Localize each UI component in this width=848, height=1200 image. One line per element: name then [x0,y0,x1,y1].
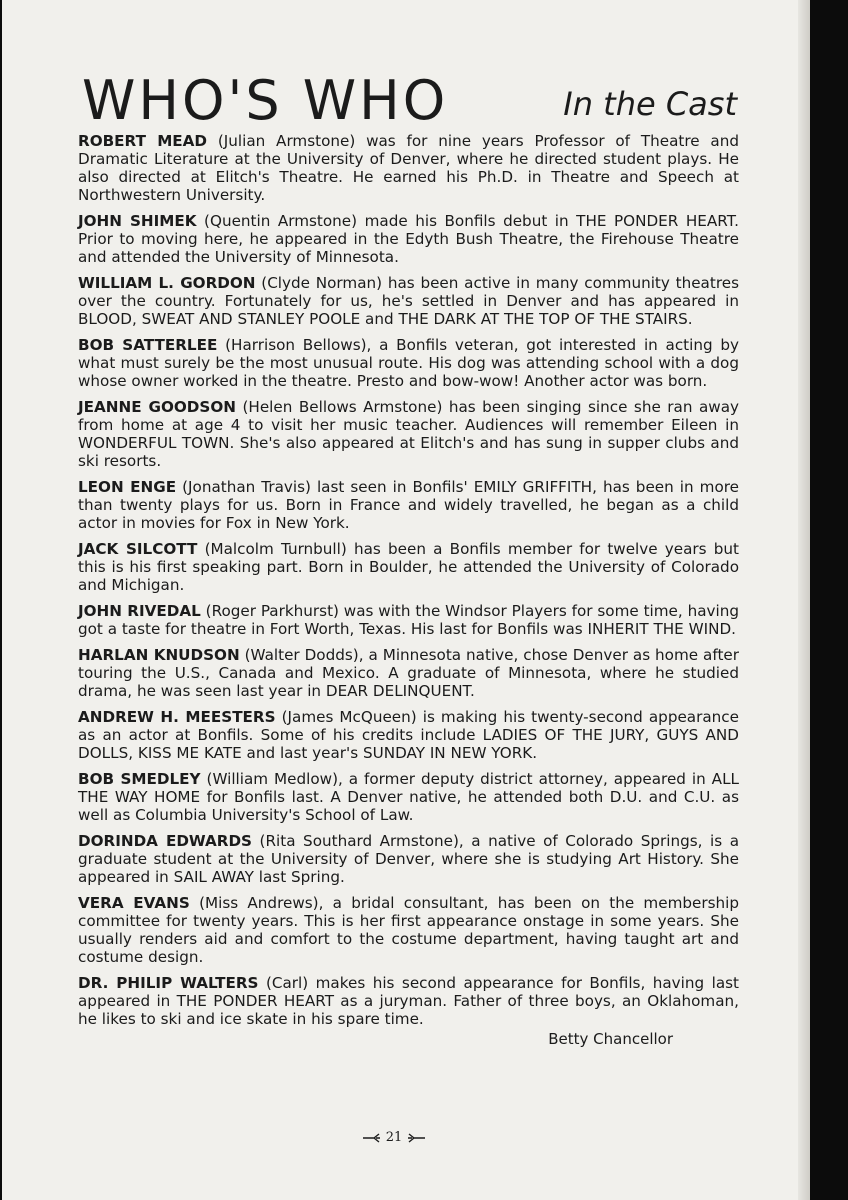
cast-name: HARLAN KNUDSON [78,646,240,664]
cast-name: DORINDA EDWARDS [78,832,252,850]
cast-name: WILLIAM L. GORDON [78,274,256,292]
page-edge-shadow [798,0,810,1200]
cast-bio: (Walter Dodds), a Minnesota native, chose Denver as home after touring the U.S., Canada and Mexico. A graduate of Minnesota, where he studied drama, he was seen last year in DEAR DELINQUENT. [78,646,739,700]
cast-bio: (Rita Southard Armstone), a native of Colorado Springs, is a graduate student at the University of Denver, where she is studying Art History. She appeared in SAIL AWAY last Spring. [78,832,739,886]
cast-name: BOB SATTERLEE [78,336,218,354]
cast-entry [78,646,739,700]
cast-entry [78,770,739,824]
cast-name: LEON ENGE [78,478,177,496]
cast-name: JACK SILCOTT [78,540,198,558]
cast-bio: (Helen Bellows Armstone) has been singing since she ran away from home at age 4 to visit her music teacher. Audiences will remember Eileen in WONDERFUL TOWN. She's also appeared at Elitch's and has sung in supper clubs and ski resorts. [78,398,739,470]
cast-entry [78,398,739,470]
program-page [2,0,808,1200]
cast-bio: (William Medlow), a former deputy district attorney, appeared in ALL THE WAY HOME for Bonfils last. A Denver native, he attended both D.U. and C.U. as well as Columbia University's School of Law. [78,770,739,824]
cast-entry [78,708,739,762]
cast-name: JOHN RIVEDAL [78,602,201,620]
cast-name: VERA EVANS [78,894,190,912]
cast-name: ROBERT MEAD [78,132,208,150]
cast-entry [78,212,739,266]
cast-list [78,132,739,1028]
cast-entry [78,132,739,204]
heading-subtitle: In the Cast [563,85,737,123]
cast-entry [78,974,739,1028]
cast-entry [78,336,739,390]
cast-bio: (James McQueen) is making his twenty-second appearance as an actor at Bonfils. Some of his credits include LADIES OF THE JURY, GUYS AND DOLLS, KISS ME KATE and last year's SUNDAY IN NEW YORK. [78,708,739,762]
author-signature: Betty Chancellor [548,1030,673,1048]
left-ornament-icon [362,1132,382,1144]
cast-name: JOHN SHIMEK [78,212,197,230]
cast-entry [78,274,739,328]
cast-bio: (Harrison Bellows), a Bonfils veteran, got interested in acting by what must surely be the most unusual route. His dog was attending school with a dog whose owner worked in the theatre. Presto and bow-wow! Another actor was born. [78,336,740,390]
page-folio [344,1130,444,1145]
cast-name: DR. PHILIP WALTERS [78,974,259,992]
cast-entry [78,832,739,886]
cast-entry [78,478,739,532]
cast-entry [78,894,739,966]
cast-bio: (Jonathan Travis) last seen in Bonfils' EMILY GRIFFITH, has been in more than twenty plays for us. Born in France and widely travelled, he began as a child actor in movies for Fox in New York. [78,478,739,532]
cast-bio: (Julian Armstone) was for nine years Professor of Theatre and Dramatic Literature at the University of Denver, where he directed student plays. He also directed at Elitch's Theatre. He earned his Ph.D. in Theatre and Speech at Northwestern University. [78,132,739,204]
cast-bio: (Quentin Armstone) made his Bonfils debut in THE PONDER HEART. Prior to moving here, he appeared in the Edyth Bush Theatre, the Firehouse Theatre and attended the University of Minnesota. [78,212,739,266]
cast-bio: (Roger Parkhurst) was with the Windsor Players for some time, having got a taste for theatre in Fort Worth, Texas. His last for Bonfils was INHERIT THE WIND. [78,602,739,638]
page-number: 21 [385,1130,403,1145]
cast-name: JEANNE GOODSON [78,398,236,416]
page-heading [78,70,739,132]
cast-name: BOB SMEDLEY [78,770,201,788]
cast-name: ANDREW H. MEESTERS [78,708,276,726]
right-ornament-icon [406,1132,426,1144]
cast-entry [78,602,739,638]
cast-entry [78,540,739,594]
heading-title: WHO'S WHO [82,69,449,132]
cast-bio: (Miss Andrews), a bridal consultant, has been on the membership committee for twenty years. This is her first appearance onstage in some years. She usually renders aid and comfort to the costume department, having taught art and costume design. [78,894,739,966]
cast-bio: (Clyde Norman) has been active in many community theatres over the country. Fortunately for us, he's settled in Denver and has appeared in BLOOD, SWEAT AND STANLEY POOLE and THE DARK AT THE TOP OF THE STAIRS. [78,274,739,328]
cast-bio: (Carl) makes his second appearance for Bonfils, having last appeared in THE PONDER HEART as a juryman. Father of three boys, an Oklahoman, he likes to ski and ice skate in his spare time. [78,974,740,1028]
cast-bio: (Malcolm Turnbull) has been a Bonfils member for twelve years but this is his first speaking part. Born in Boulder, he attended the University of Colorado and Michigan. [78,540,740,594]
page-content [78,70,739,1048]
